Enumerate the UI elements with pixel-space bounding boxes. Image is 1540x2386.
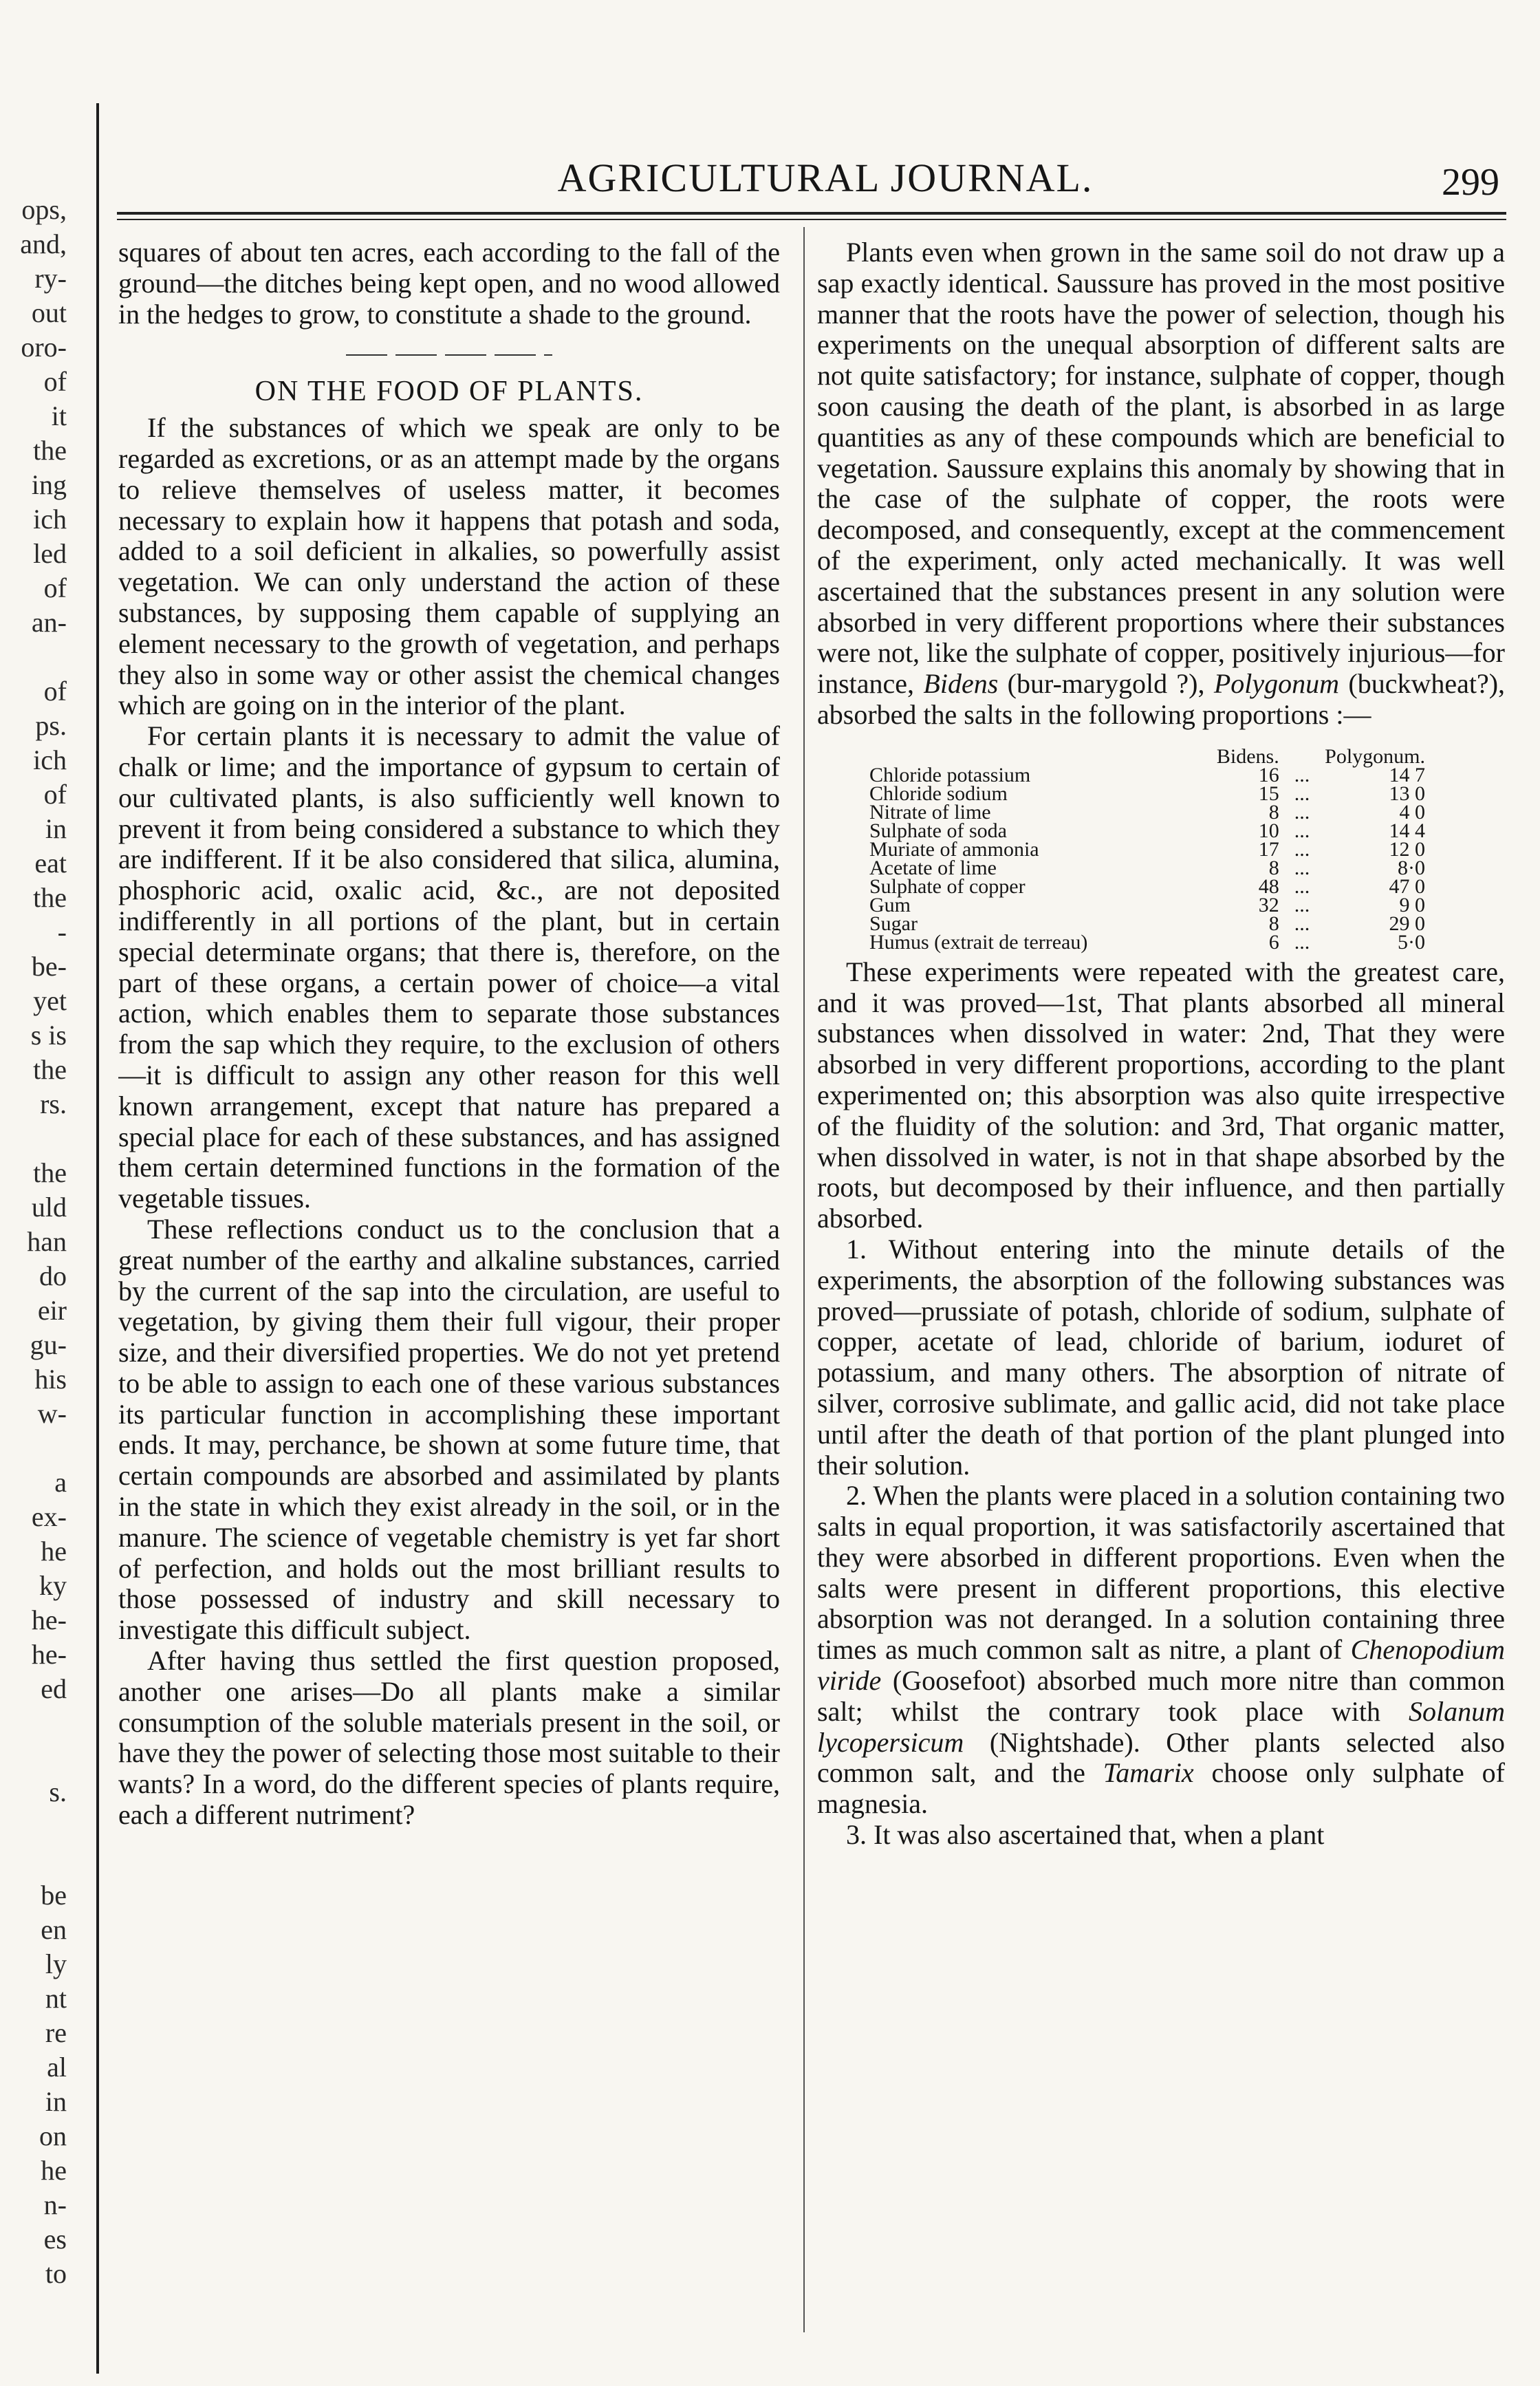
table-row [865,840,1429,859]
margin-bleed-text [0,193,72,2312]
bidens-value: 8 [1268,912,1279,935]
substance-name: Acetate of lime [869,856,997,879]
header-rule-thin [117,219,1506,220]
text-run: (Nightshade). Other plants selected also common salt, and the [817,1726,1505,1789]
margin-bleed-line: of [43,572,67,603]
margin-bleed-line: do [39,1260,67,1291]
substance-name: Sulphate of soda [869,819,1007,842]
text-run: choose only sulphate of magnesia. [817,1757,1505,1820]
bidens-value: 32 [1258,893,1279,916]
margin-bleed-line: nt [45,1983,67,2014]
margin-bleed-line: ex- [31,1501,67,1532]
margin-bleed-line: in [45,813,67,844]
species-name: Tamarix [1103,1757,1194,1789]
leader-dots: ... [1294,763,1310,786]
section-separator [346,354,552,356]
bidens-value: 8 [1268,856,1279,879]
species-name: Polygonum [1213,668,1340,700]
polygonum-value: 14 7 [1389,763,1425,786]
margin-bleed-line [0,1844,72,1878]
leader-dots: ... [1294,912,1310,935]
margin-bleed-line: en [41,1914,67,1945]
margin-bleed-line: a [54,1467,67,1498]
text-run: (buckwheat?), absorbed the salts in the following proportions :— [817,668,1505,730]
body-paragraph: These reflections conduct us to the conclusion that a great number of the earthy and alkaline substances, carried by the current of the sap into the circulation, are useful to vegetation, by giving them their full vigour, their proper size, and their diversified properties. We do not yet pretend to be able to assign to each one of these various substances its particular function in accomplishing these important ends. It may, perchance, be shown at some future time, that certain compounds are absorbed and assimilated by plants in the state in which they exist already in the soil, or in the manure. The science of vegetable chemistry is yet far short of perfection, and holds out the most brilliant results to those possessed of industry and skill necessary to investigate this difficult subject. [118,1213,780,1646]
polygonum-value: 29 0 [1389,912,1425,935]
body-paragraph: After having thus settled the first question proposed, another one arises—Do all plants make a similar consumption of the soluble materials present in the soil, or have they the power of selecting those most suitable to their wants? In a word, do the different species of plants require, each a different nutriment? [118,1645,780,1831]
table-row [865,784,1429,803]
text-run: Plants even when grown in the same soil do not draw up a sap exactly identical. Saussure has proved in the most positive manner that the roots have the power of selection, though his experiments on the unequal absorption of different salts are not quite satisfactory; for instance, sulphate of copper, though soon causing the death of the plant, is absorbed in as large quantities as any of these compounds which are beneficial to vegetation. Saussure explains this anomaly by showing that in the case of the sulphate of copper, the roots were decomposed, and consequently, except at the commencement of the experiment, only acted mechanically. It was well ascertained that the substances present in any solution were absorbed in very different proportions where their substances were not, like the sulphate of copper, positively injurious—for instance, [817,237,1505,700]
margin-bleed-line: he- [31,1639,67,1670]
margin-bleed-line: his [34,1364,67,1395]
margin-bleed-line: the [33,1157,67,1188]
bidens-value: 10 [1258,819,1279,842]
binding-gutter-line [96,103,99,2374]
margin-bleed-line: ly [45,1948,67,1979]
article-title: ON THE FOOD OF PLANTS. [254,376,644,408]
margin-bleed-line [0,1741,72,1775]
substance-name: Chloride sodium [869,782,1008,805]
table-header-spacer [1283,747,1321,766]
table-row [865,859,1429,877]
bidens-value: 16 [1258,763,1279,786]
margin-bleed-line: he [41,2155,67,2186]
margin-bleed-line: rs. [40,1088,67,1119]
margin-bleed-line: and, [20,228,67,259]
margin-bleed-line: s is [30,1020,67,1051]
body-paragraph: 3. It was also ascertained that, when a plant [846,1819,1325,1851]
leader-dots: ... [1294,930,1310,954]
bidens-value: 48 [1258,874,1279,898]
margin-bleed-line: yet [33,985,67,1016]
substance-name: Chloride potassium [869,763,1031,786]
margin-bleed-line: eat [34,848,67,879]
species-name: Chenopodium viride [817,1634,1505,1697]
margin-bleed-line: to [45,2258,67,2289]
continuation-paragraph: squares of about ten acres, each according to the fall of the ground—the ditches being kept open, and no wood allowed in the hedges to grow, to constitute a shade to the ground. [118,237,780,330]
margin-bleed-line: re [45,2017,67,2048]
margin-bleed-line: out [31,297,67,328]
body-paragraph [817,1481,1505,1820]
margin-bleed-line [0,1431,72,1465]
margin-bleed-line: in [45,2086,67,2117]
bidens-value: 6 [1268,930,1279,954]
polygonum-value: 12 0 [1389,837,1425,861]
margin-bleed-line: it [51,400,67,431]
substance-name: Nitrate of lime [869,800,991,824]
species-name: Bidens [923,668,999,700]
leader-dots: ... [1294,800,1310,824]
column-header-bidens: Bidens. [1216,744,1279,768]
margin-bleed-line: on [39,2120,67,2151]
polygonum-value: 14 4 [1389,819,1425,842]
table-row [865,821,1429,840]
body-paragraph [817,237,1505,731]
page-number: 299 [1442,161,1499,204]
leader-dots: ... [1294,819,1310,842]
margin-bleed-line: al [47,2052,67,2083]
margin-bleed-line: be- [31,951,67,982]
header-rule-thick [117,212,1506,215]
column-header-polygonum: Polygonum. [1325,744,1425,768]
margin-bleed-line: the [33,435,67,466]
absorption-table [865,744,1429,954]
substance-name: Sulphate of copper [869,874,1026,898]
table-row [865,914,1429,933]
bidens-value: 8 [1268,800,1279,824]
table-row [865,803,1429,821]
margin-bleed-line: uld [31,1192,67,1223]
substance-name: Sugar [869,912,918,935]
leader-dots: ... [1294,837,1310,861]
margin-bleed-line: of [43,676,67,707]
polygonum-value: 8·0 [1398,856,1425,879]
table-row [865,877,1429,896]
page-header [110,155,1506,217]
bidens-value: 17 [1258,837,1279,861]
table-row [865,896,1429,914]
polygonum-value: 9 0 [1399,893,1425,916]
leader-dots: ... [1294,782,1310,805]
margin-bleed-line: han [27,1226,67,1257]
leader-dots: ... [1294,856,1310,879]
margin-bleed-line [0,1809,72,1844]
table-header-spacer [865,747,1213,766]
body-paragraph: For certain plants it is necessary to admit the value of chalk or lime; and the importance of gypsum to certain of our cultivated plants, is also sufficiently well known to prevent it from being considered a substance to which they are indifferent. If it be also considered that silica, alumina, phosphoric acid, oxalic acid, &c., are not deposited indifferently in all portions of the plant, but in certain special determinate organs; that there is, therefore, on the part of these organs, a certain power of choice—a vital action, which enables them to separate those substances from the sap which they require, to the exclusion of others—it is difficult to assign any other reason for this well known arrangement, except that nature has prepared a special place for each of these substances, and has assigned them certain determined functions in the formation of the vegetable tissues. [118,720,780,1214]
margin-bleed-line: of [43,779,67,810]
margin-bleed-line: n- [43,2189,67,2220]
margin-bleed-line: the [33,882,67,913]
margin-bleed-line: w- [37,1398,67,1429]
margin-bleed-line: he- [31,1604,67,1635]
margin-bleed-line [0,1706,72,1741]
margin-bleed-line: ops, [21,194,67,225]
margin-bleed-line: ps. [35,710,67,741]
margin-bleed-line: ing [31,469,67,500]
margin-bleed-line: es [43,2224,67,2255]
text-run: (bur-marygold ?), [1007,668,1205,700]
margin-bleed-line: the [33,1054,67,1085]
bidens-value: 15 [1258,782,1279,805]
table-row [865,933,1429,952]
margin-bleed-line: ed [41,1673,67,1704]
substance-name: Humus (extrait de terreau) [869,930,1088,954]
substance-name: Muriate of ammonia [869,837,1039,861]
running-title: AGRICULTURAL JOURNAL. [557,155,1094,200]
polygonum-value: 47 0 [1389,874,1425,898]
margin-bleed-line: ky [39,1570,67,1601]
margin-bleed-line: of [43,366,67,397]
margin-bleed-line: ry- [34,263,67,294]
polygonum-value: 5·0 [1398,930,1425,954]
margin-bleed-line: gu- [30,1329,67,1360]
table-header-row [865,747,1429,766]
leader-dots: ... [1294,893,1310,916]
margin-bleed-line: ich [33,744,67,775]
column-divider [803,227,805,2332]
body-paragraph: If the substances of which we speak are only to be regarded as excretions, or as an attempt made by the organs to relieve themselves of useless matter, it becomes necessary to explain how it happens that potash and soda, added to a soil deficient in alkalies, so powerfully assist vegetation. We can only understand the action of these substances, by supposing them capable of supplying an element necessary to the growth of vegetation, and perhaps they also in some way or other assist the chemical changes which are going on in the interior of the plant. [118,412,780,721]
margin-bleed-line: ich [33,504,67,535]
body-paragraph: These experiments were repeated with the greatest care, and it was proved—1st, That plants absorbed all mineral substances when dissolved in water: 2nd, That they were absorbed in very different proportions, according to the plant experimented on; this absorption was also quite irrespective of the fluidity of the solution: and 3rd, That organic matter, when dissolved in water, is not in that shape absorbed by the roots, but decomposed by their influence, and then partially absorbed. [817,956,1505,1234]
body-paragraph: 1. Without entering into the minute details of the experiments, the absorption of the following substances was proved—prussiate of potash, chloride of sodium, sulphate of copper, acetate of lead, chloride of barium, ioduret of potassium, and many others. The absorption of nitrate of silver, corrosive sublimate, and gallic acid, did not take place until after the death of that portion of the plant plunged into their solution. [817,1233,1505,1481]
margin-bleed-line [0,640,72,674]
margin-bleed-line: be [41,1880,67,1911]
leader-dots: ... [1294,874,1310,898]
text-run: 2. When the plants were placed in a solution containing two salts in equal proportion, it was satisfactorily ascertained that they were absorbed in different proportions. Even when the salts were present in different proportions, this elective absorption was not deranged. In a solution containing three times as much common salt as nitre, a plant of [817,1480,1505,1666]
margin-bleed-line: he [41,1536,67,1567]
margin-bleed-line: oro- [21,332,67,363]
margin-bleed-line: eir [37,1295,67,1326]
margin-bleed-line: s. [49,1776,67,1807]
margin-bleed-line: an- [31,607,67,638]
table-body [865,763,1429,954]
substance-name: Gum [869,893,911,916]
margin-bleed-line: - [57,916,67,947]
polygonum-value: 4 0 [1399,800,1425,824]
text-run: (Goosefoot) absorbed much more nitre than common salt; whilst the contrary took place with [817,1665,1505,1727]
left-column [118,237,780,2363]
margin-bleed-line: led [33,538,67,569]
margin-bleed-line [0,1121,72,1156]
right-column [817,237,1505,2363]
polygonum-value: 13 0 [1389,782,1425,805]
species-name: Solanum lycopersicum [817,1695,1505,1758]
table-row [865,766,1429,784]
